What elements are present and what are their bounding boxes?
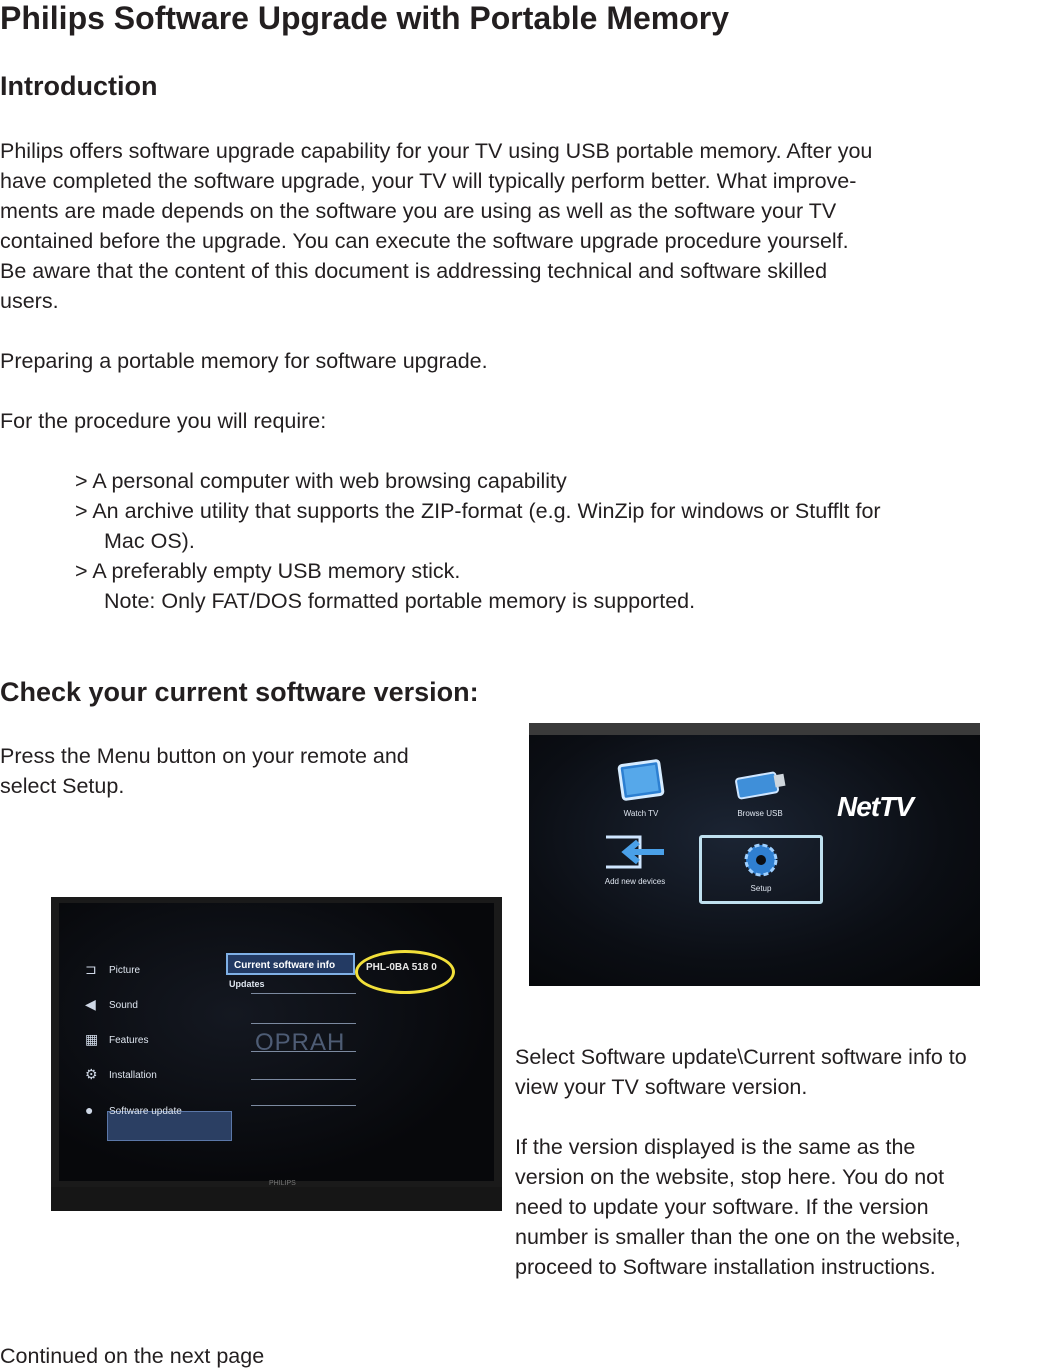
setup-label: Setup (750, 884, 772, 893)
step2-line: Select Software update\Current software info to (515, 1045, 967, 1069)
gear-icon: ⚙ (85, 1066, 98, 1082)
tv-screen (59, 903, 494, 1181)
add-device-icon (600, 829, 670, 875)
footer-continued: Continued on the next page (0, 1344, 265, 1368)
software-version-value: PHL-0BA 518 0 (366, 962, 437, 973)
requirement-item: > An archive utility that supports the ZIP-format (e.g. WinZip for windows or Stufflt for (75, 499, 881, 523)
tv-icon (615, 757, 667, 807)
require-text: For the procedure you will require: (0, 409, 327, 433)
page-title: Philips Software Upgrade with Portable Memory (0, 0, 730, 36)
preparing-text: Preparing a portable memory for software upgrade. (0, 349, 488, 373)
menu-software-update (85, 1102, 182, 1118)
step2-text (515, 1042, 967, 1282)
submenu-divider (251, 993, 356, 994)
tv-software-info-photo (51, 897, 502, 1211)
intro-line: users. (0, 289, 59, 313)
step2-line: number is smaller than the one on the website, (515, 1225, 961, 1249)
menu-sound (85, 996, 138, 1012)
step1-line: select Setup. (0, 774, 125, 798)
step1-text (0, 741, 409, 801)
updates-item: Updates (229, 979, 265, 989)
check-version-heading: Check your current software version: (0, 677, 479, 707)
tv-bottom-bezel (51, 1187, 502, 1211)
menu-picture (85, 961, 141, 977)
browse-usb-tile (725, 765, 795, 827)
step1-line: Press the Menu button on your remote and (0, 744, 409, 768)
tv-brand-label: PHILIPS (269, 1180, 296, 1187)
step2-spacer (515, 1102, 967, 1132)
add-devices-tile (585, 829, 685, 893)
add-devices-label: Add new devices (604, 877, 666, 886)
submenu-divider (251, 1023, 356, 1024)
intro-line: Be aware that the content of this document is addressing technical and software skilled (0, 259, 828, 283)
menu-installation-label: Installation (109, 1070, 157, 1081)
tv-home-menu-photo (529, 723, 980, 986)
requirement-item-continued: Mac OS). (104, 529, 195, 553)
background-watermark: OPRAH (255, 1029, 346, 1056)
nettv-logo: NetTV (837, 791, 913, 822)
intro-line: contained before the upgrade. You can execute the software upgrade procedure yourself. (0, 229, 849, 253)
menu-software-update-label: Software update (109, 1106, 182, 1117)
requirement-item: > A preferably empty USB memory stick. (75, 559, 461, 583)
menu-installation (85, 1066, 157, 1082)
software-update-icon: ● (85, 1102, 94, 1118)
menu-features-label: Features (109, 1035, 149, 1046)
menu-features (85, 1031, 149, 1047)
step2-line: need to update your software. If the version (515, 1195, 929, 1219)
step2-line: proceed to Software installation instructions. (515, 1255, 936, 1279)
submenu-divider (251, 1079, 356, 1080)
tv-screen (529, 735, 980, 986)
features-icon: ▦ (85, 1031, 99, 1047)
tv-bezel (529, 723, 980, 735)
version-highlight-circle (355, 950, 455, 994)
step2-line: If the version displayed is the same as the (515, 1135, 916, 1159)
step2-line: version on the website, stop here. You do not (515, 1165, 945, 1189)
current-software-info-item: Current software info (226, 953, 355, 975)
introduction-heading: Introduction (0, 71, 158, 101)
usb-icon (725, 765, 795, 805)
requirement-item: > A personal computer with web browsing capability (75, 469, 567, 493)
watch-tv-tile (615, 757, 667, 827)
menu-picture-label: Picture (109, 965, 141, 976)
picture-icon: ⊐ (85, 961, 97, 977)
intro-paragraph (0, 136, 872, 316)
requirement-note: Note: Only FAT/DOS formatted portable memory is supported. (104, 589, 696, 613)
browse-usb-label: Browse USB (737, 809, 783, 818)
intro-line: ments are made depends on the software you are using as well as the software your TV (0, 199, 837, 223)
speaker-icon: ◀ (85, 996, 96, 1012)
submenu-divider (251, 1105, 356, 1106)
intro-line: have completed the software upgrade, your TV will typically perform better. What improve- (0, 169, 857, 193)
watch-tv-label: Watch TV (623, 809, 659, 818)
setup-tile-highlight (699, 835, 823, 904)
gear-icon (702, 838, 820, 882)
intro-line: Philips offers software upgrade capability for your TV using USB portable memory. After you (0, 139, 873, 163)
step2-line: view your TV software version. (515, 1075, 808, 1099)
menu-sound-label: Sound (109, 1000, 138, 1011)
